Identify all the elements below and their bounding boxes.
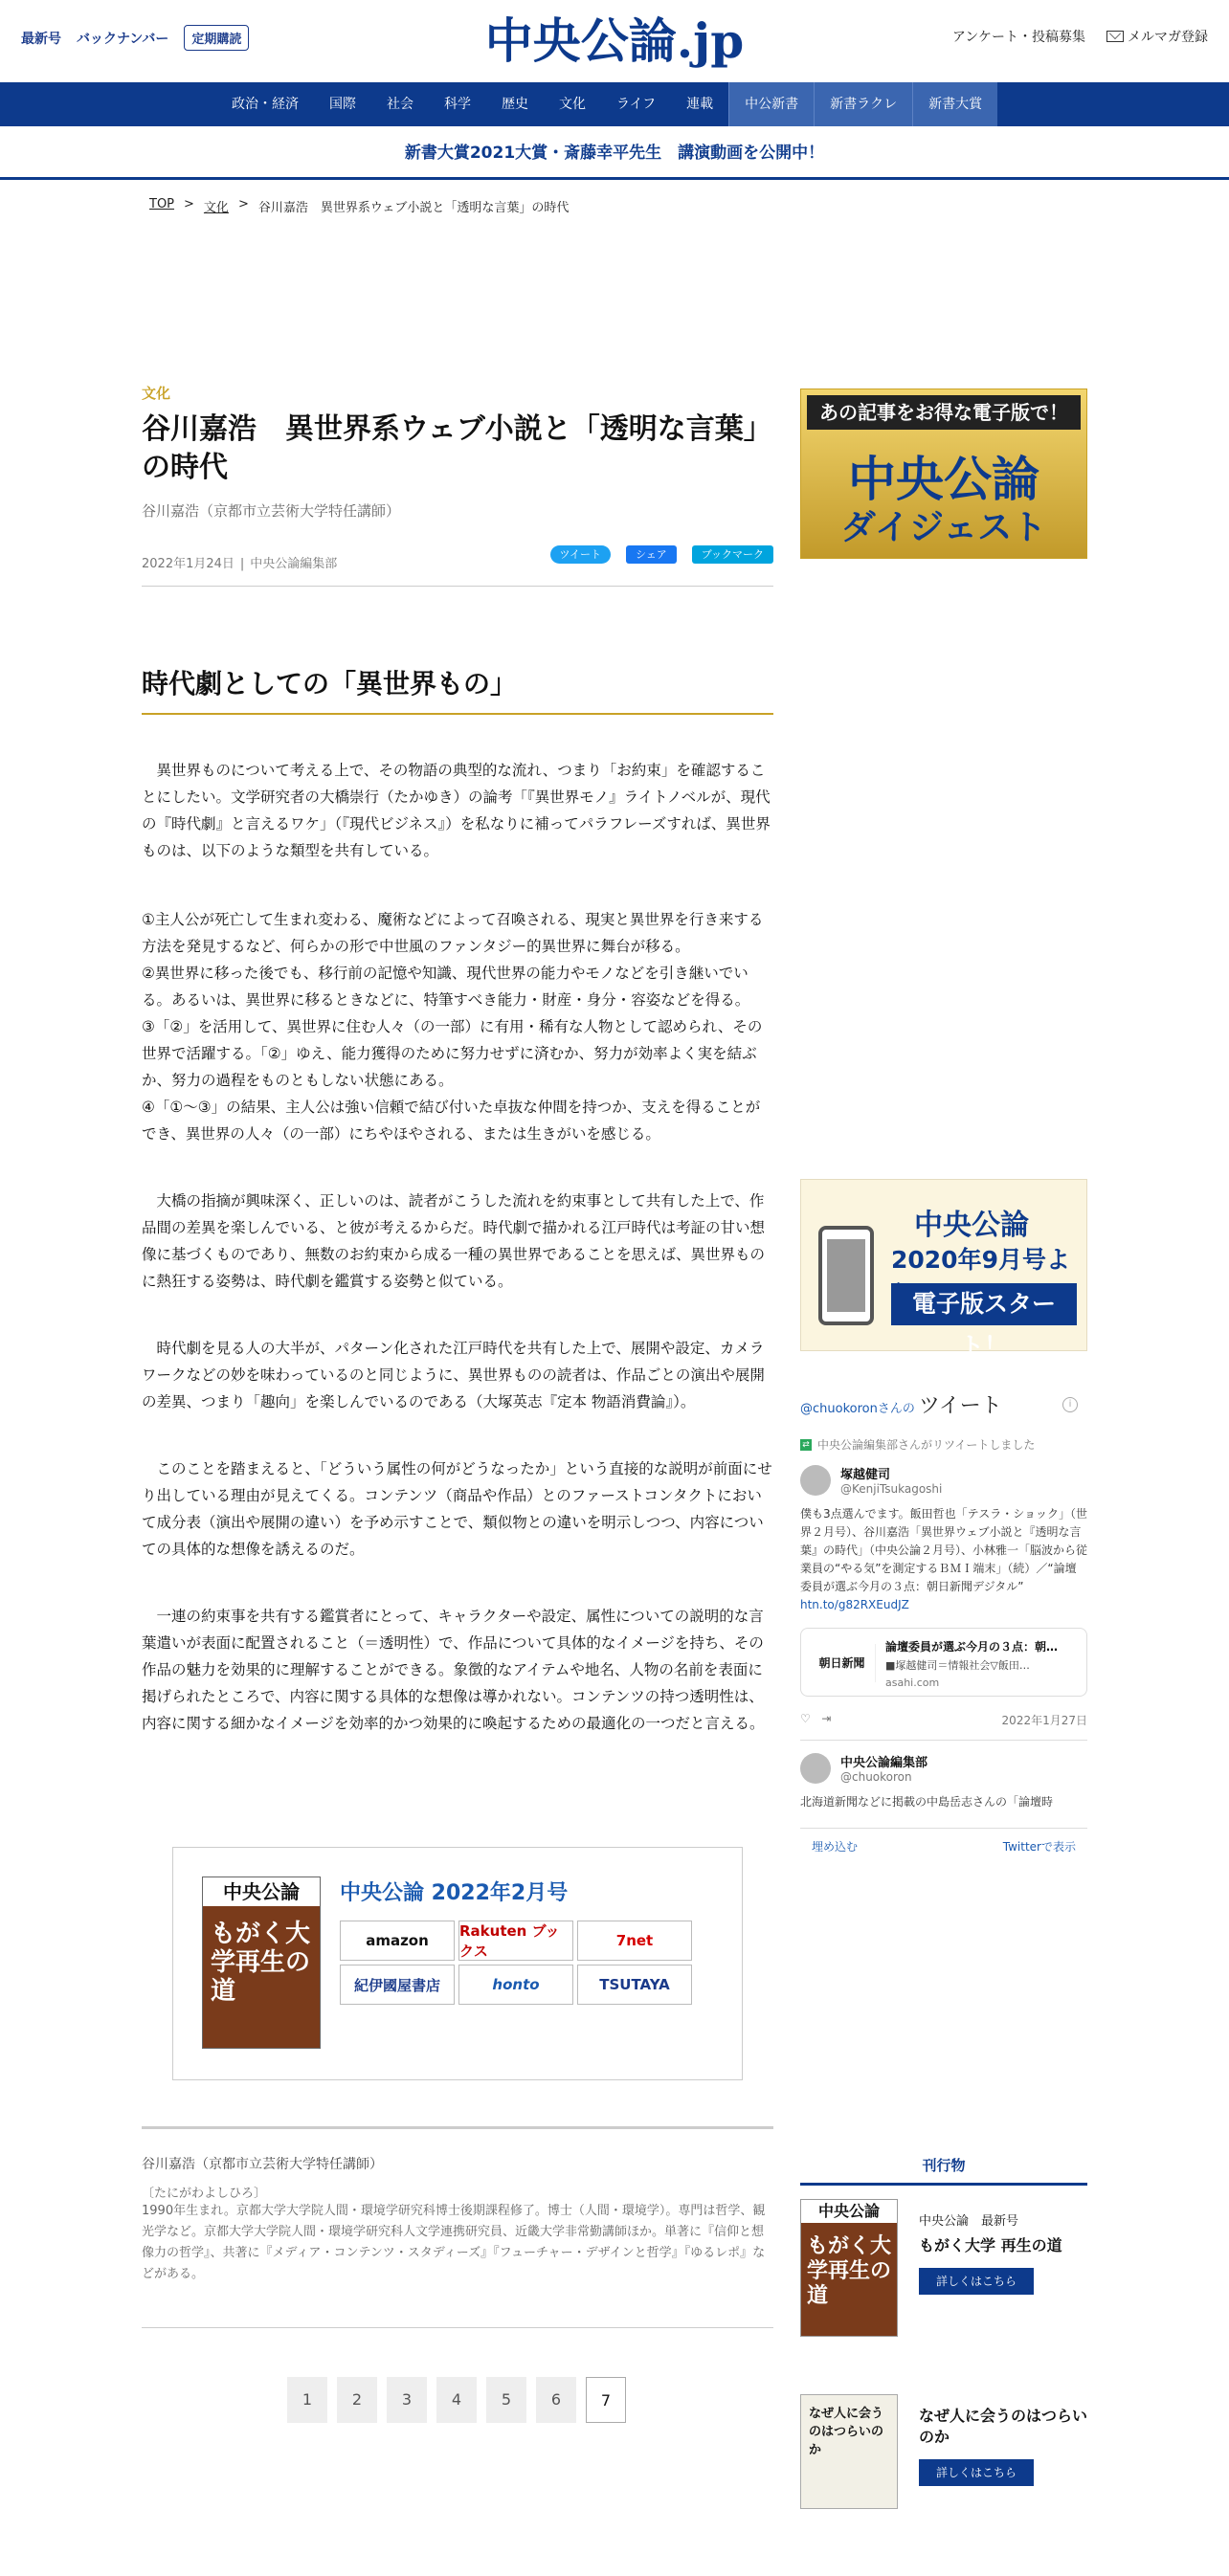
section-heading: 時代劇としての「異世界もの」	[142, 663, 773, 715]
list-item: ②異世界に移った後でも、移行前の記憶や知識、現代世界の能力やモノなどを引き継いでいる。あるいは、異世界に移るときなどに、特筆すべき能力・財産・身分・容姿などを得る。	[142, 965, 750, 1009]
digest-ad[interactable]	[800, 389, 1087, 559]
details-button[interactable]: 詳しくはこちら	[919, 2459, 1034, 2486]
store-amazon[interactable]: amazon	[340, 1921, 455, 1961]
page-7-current[interactable]: 7	[586, 2377, 626, 2423]
ad2-brand: 中央公論	[914, 1209, 1029, 1242]
breadcrumb-sep: >	[237, 197, 249, 211]
publication-item	[800, 2394, 1087, 2576]
survey-link[interactable]: アンケート・投稿募集	[951, 30, 1085, 45]
twitter-footer	[800, 1828, 1087, 1854]
twitter-label: ツイート	[918, 1394, 1002, 1418]
twitter-handle[interactable]: @chuokoron	[800, 1402, 878, 1416]
page-4[interactable]: 4	[436, 2377, 477, 2423]
paragraph: 一連の約束事を共有する鑑賞者にとって、キャラクターや設定、属性についての説明的な言葉遣いが表面に配置されること（＝透明性）で、作品について具体的なイメージを持ち、その作品の魅力を効果的に理解することができる。象徴的なアイテムや地名、人物の名前を表面に掲げられたところで、内容に関する具体的な想像は導かれない。コンテンツの持つ透明性は、内容に関する細かなイメージを効率的かつ効果的に喚起するための最適化の一つだと言える。	[142, 1608, 765, 1732]
site-header	[0, 0, 1229, 82]
publications	[800, 2155, 1087, 2576]
publication-item	[800, 2199, 1087, 2381]
article-author: 谷川嘉浩（京都市立芸術大学特任講師）	[142, 502, 401, 520]
main-nav	[0, 82, 1229, 126]
tweet-text: 北海道新聞などに掲載の中島岳志さんの「論壇時	[800, 1795, 1054, 1809]
svg-text:中央公論.jp: 中央公論.jp	[484, 12, 745, 69]
nav-shinsho-award[interactable]: 新書大賞	[912, 82, 997, 126]
tweet-author-name: 塚越健司	[840, 1468, 891, 1482]
tweet-author-handle: @chuokoron	[840, 1770, 912, 1784]
divider	[142, 2327, 773, 2328]
pagination	[287, 2377, 626, 2423]
info-icon[interactable]: i	[1062, 1397, 1078, 1412]
author-bio	[142, 2126, 773, 2285]
nav-society[interactable]: 社会	[387, 97, 413, 112]
header-left	[21, 25, 249, 51]
nav-life[interactable]: ライフ	[616, 97, 657, 112]
back-number-link[interactable]: バックナンバー	[77, 31, 169, 47]
page-5[interactable]: 5	[486, 2377, 526, 2423]
twitter-header	[800, 1389, 1087, 1419]
date-separator: |	[239, 557, 245, 571]
tweet-date[interactable]: 2022年1月27日	[1001, 1714, 1087, 1727]
header-right	[952, 27, 1208, 46]
paragraph: 大橋の指摘が興味深く、正しいのは、読者がこうした流れを約束事として共有した上で、作品間の差異を楽しんでいる、と彼が考えるからだ。時代劇で描かれる江戸時代は考証の甘い想像に基づくものであり、無数のお約束から成る一種の異世界であることを思えば、異世界ものに熱狂する姿勢は、時代劇を鑑賞する姿勢と似ている。	[142, 1192, 766, 1290]
list-item: ③「②」を活用して、異世界に住む人々（の一部）に有用・稀有な人物として認められ、その世界で活躍する。「②」ゆえ、能力獲得のために努力せずに済むか、努力が効率よく実を結ぶか、努力の過程をものともしない状態にある。	[142, 1018, 763, 1089]
page-3[interactable]: 3	[387, 2377, 427, 2423]
retweet-note	[800, 1436, 1087, 1453]
tweet-text	[800, 1505, 1087, 1614]
store-honto[interactable]: honto	[458, 1965, 573, 2005]
avatar	[800, 1465, 831, 1496]
card-domain: asahi.com	[885, 1677, 940, 1689]
article-date-line	[142, 553, 337, 571]
magazine-purchase-box	[172, 1847, 743, 2080]
issue-name: 中央公論 2022年2月号	[340, 1881, 569, 1905]
article-meta	[142, 545, 773, 574]
publication-cover[interactable]: なぜ人に会うのはつらいのか	[800, 2394, 898, 2509]
divider	[142, 586, 773, 587]
type-list	[142, 906, 773, 1147]
digital-edition-ad[interactable]	[800, 1179, 1087, 1360]
like-icon[interactable]: ♡	[800, 1712, 811, 1725]
article-date: 2022年1月24日	[142, 557, 235, 571]
store-7net[interactable]: 7net	[577, 1921, 692, 1961]
tweet-button[interactable]: ツイート	[550, 545, 611, 564]
newsletter-link[interactable]	[1106, 27, 1208, 46]
smartphone-icon	[818, 1226, 874, 1325]
subscribe-button[interactable]: 定期購読	[184, 25, 249, 51]
avatar	[800, 1753, 831, 1784]
publication-kind: 中央公論 最新号	[919, 2214, 1019, 2229]
paragraph: 時代劇を見る人の大半が、パターン化された江戸時代を共有した上で、展開や設定、カメラワークなどの妙を味わっているのと同じように、異世界ものの読者は、作品ごとの演出や展開の差異、つまり「趣向」を楽しんでいるのである（大塚英志『定本 物語消費論』）。	[142, 1340, 765, 1410]
breadcrumb-current: 谷川嘉浩 異世界系ウェブ小説と「透明な言葉」の時代	[257, 201, 570, 215]
tweet-actions	[800, 1712, 1087, 1741]
actions-icons	[800, 1712, 831, 1728]
article-title: 谷川嘉浩 異世界系ウェブ小説と「透明な言葉」の時代	[142, 412, 772, 484]
nav-culture[interactable]: 文化	[559, 97, 586, 112]
tweet-author-handle: @KenjiTsukagoshi	[840, 1482, 943, 1496]
magazine-cover[interactable]	[202, 1876, 321, 2049]
tweet-author[interactable]	[800, 1464, 1087, 1496]
breadcrumb-top[interactable]: TOP	[149, 197, 175, 211]
retweet-text: 中央公論編集部さんがリツイートしました	[817, 1438, 1036, 1452]
cover-headline: もがく大学再生の道	[807, 2234, 892, 2308]
facebook-share-button[interactable]: シェア	[626, 545, 677, 564]
mail-icon	[1106, 31, 1124, 42]
twitter-timeline	[800, 1378, 1087, 1856]
nav-serial[interactable]: 連載	[686, 97, 714, 112]
nav-politics[interactable]: 政治・経済	[232, 97, 299, 112]
ad-sub: ダイジェスト	[840, 508, 1047, 547]
ad2-date: 2020年9月号よ	[891, 1246, 1070, 1274]
page-6[interactable]: 6	[536, 2377, 576, 2423]
view-on-twitter-link[interactable]: Twitterで表示	[1002, 1840, 1076, 1854]
promo-banner[interactable]: 新書大賞2021大賞・斎藤幸平先生 講演動画を公開中！	[0, 126, 1229, 180]
publication-name: なぜ人に会うのはつらいのか	[919, 2407, 1088, 2446]
twitter-suffix: さんの	[877, 1402, 915, 1416]
card-source: 朝日新聞	[809, 1644, 876, 1682]
paragraph: 異世界ものについて考える上で、その物語の典型的な流れ、つまり「お約束」を確認することにしたい。文学研究者の大橋崇行（たかゆき）の論考「『異世界モノ』ライトノベルが、現代の『時代劇』と言えるワケ」（『現代ビジネス』）を私なりに補ってパラフレーズすれば、異世界ものは、以下のような類型を共有している。	[142, 762, 771, 859]
newsletter-label: メルマガ登録	[1128, 30, 1208, 45]
tweet-body: 僕も3点選んでます。飯田哲也「テスラ・ショック」（世界２月号）、谷川嘉浩「異世界ウェブ小説と『透明な言葉』の時代」（中央公論２月号）、小林雅一「脳波から従業員の“やる気”を測定するＢＭＩ端末」（続）／“論壇委員が選ぶ今月の３点：朝日新聞デジタル”	[800, 1507, 1088, 1593]
nav-history[interactable]: 歴史	[502, 97, 528, 112]
store-rakuten[interactable]: Rakuten ブックス	[458, 1921, 573, 1961]
breadcrumb-category[interactable]: 文化	[203, 201, 229, 215]
page-2[interactable]: 2	[337, 2377, 377, 2423]
tweet-link[interactable]: htn.to/g82RXEudJZ	[800, 1598, 909, 1611]
breadcrumb	[149, 197, 569, 215]
page-1[interactable]: 1	[287, 2377, 327, 2423]
nav-chuko-shinsho[interactable]: 中公新書	[728, 82, 814, 126]
store-tsutaya[interactable]: TSUTAYA	[577, 1965, 692, 2005]
share-icon[interactable]: ⇥	[821, 1712, 832, 1725]
retweet-icon: ⇄	[800, 1439, 812, 1451]
paragraph: このことを踏まえると、「どういう属性の何がどうなったか」という直接的な説明が前面にせり出している理由が見えてくる。コンテンツ（商品や作品）とのファーストコンタクトにおいて成分表（演出や展開の違い）を予め示すことで、類似物との違いを明示しつつ、内容についての具体的な想像を誘えるのだ。	[142, 1460, 772, 1558]
article	[142, 383, 773, 1737]
nav-international[interactable]: 国際	[329, 97, 356, 112]
cover-title: 中央公論	[203, 1877, 320, 1906]
bio-text: 1990年生まれ。京都大学大学院人間・環境学研究科博士後期課程修了。博士（人間・環境学）。専門は哲学、観光学など。京都大学大学院人間・環境学研究科人文学連携研究員、近畿大学非常勤講師ほか。単著に『信仰と想像力の哲学』、共著に『メディア・コンテンツ・スタディーズ』『フューチャー・デザインと哲学』『ゆるレポ』などがある。	[142, 2204, 766, 2281]
card-title: 論壇委員が選ぶ今月の３点：朝…	[885, 1640, 1059, 1654]
cover-title: 中央公論	[801, 2200, 897, 2223]
publication-name: もがく大学 再生の道	[919, 2236, 1062, 2254]
latest-issue-link[interactable]: 最新号	[21, 31, 61, 47]
nav-shinsho-laclef[interactable]: 新書ラクレ	[814, 82, 912, 126]
article-category[interactable]: 文化	[142, 385, 171, 402]
link-card[interactable]	[800, 1628, 1087, 1697]
ad-headline: あの記事をお得な電子版で！	[807, 395, 1081, 430]
card-description: ■塚越健司＝情報社会▽飯田…	[885, 1659, 1030, 1672]
publications-title: 刊行物	[800, 2155, 1087, 2186]
bio-kana: 〔たにがわよしひろ〕	[142, 2187, 267, 2201]
details-button[interactable]: 詳しくはこちら	[919, 2268, 1034, 2295]
embed-link[interactable]: 埋め込む	[812, 1840, 859, 1854]
hatena-bookmark-button[interactable]: ブックマーク	[692, 545, 773, 564]
ad2-cta: 電子版スタート！	[891, 1283, 1077, 1325]
store-kinokuniya[interactable]: 紀伊國屋書店	[340, 1965, 455, 2005]
list-item: ①主人公が死亡して生まれ変わる、魔術などによって召喚される、現実と異世界を行き来する方法を発見するなど、何らかの形で中世風のファンタジー的異世界に舞台が移る。	[142, 911, 764, 955]
ad-brand: 中央公論	[848, 452, 1039, 507]
article-editor: 中央公論編集部	[250, 557, 338, 571]
share-buttons	[550, 545, 773, 564]
tweet-author[interactable]	[800, 1752, 1087, 1784]
store-links	[340, 1921, 692, 2005]
bio-name: 谷川嘉浩（京都市立芸術大学特任講師）	[142, 2157, 383, 2172]
breadcrumb-sep: >	[184, 197, 194, 211]
site-logo[interactable]	[471, 8, 758, 71]
nav-science[interactable]: 科学	[444, 97, 471, 112]
tweet-author-name: 中央公論編集部	[840, 1756, 928, 1770]
cover-headline: もがく大学再生の道	[211, 1920, 311, 2006]
list-item: ④「①～③」の結果、主人公は強い信頼で結び付いた卓抜な仲間を持つか、支えを得ることができ、異世界の人々（の一部）にちやほやされる、または生きがいを感じる。	[142, 1099, 761, 1143]
publication-cover[interactable]	[800, 2199, 898, 2337]
